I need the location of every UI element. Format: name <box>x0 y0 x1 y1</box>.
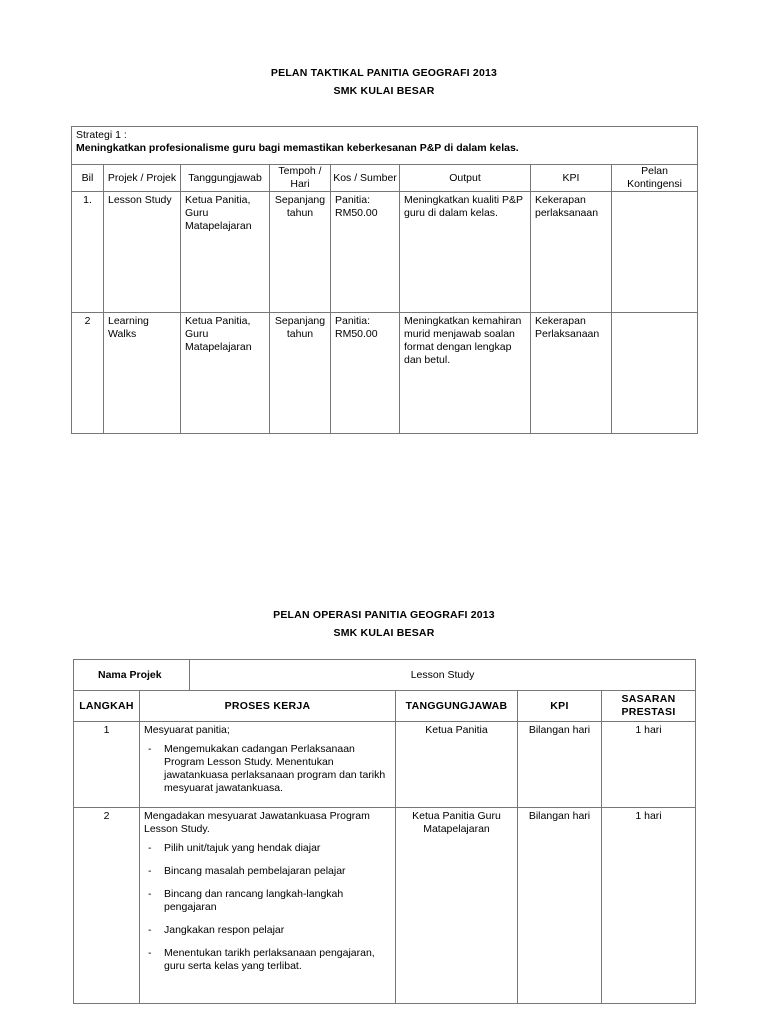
process-item: - Mengemukakan cadangan Perlaksanaan Program Lesson Study. Menentukan jawatankuasa perlaksanaan program dan tarikh mesyuarat jawatankuasa. <box>144 743 391 795</box>
cell-output: Meningkatkan kemahiran murid menjawab soalan format dengan lengkap dan betul. <box>400 313 531 434</box>
col-header-kpi: KPI <box>531 165 612 192</box>
col-header-tanggungjawab: TANGGUNGJAWAB <box>396 691 518 722</box>
cell-tanggungjawab: Ketua Panitia Guru Matapelajaran <box>396 808 518 1004</box>
cell-projek: Lesson Study <box>104 192 181 313</box>
col-header-tanggungjawab: Tanggungjawab <box>181 165 270 192</box>
cell-kpi: Kekerapan perlaksanaan <box>531 192 612 313</box>
strategy-text: Meningkatkan profesionalisme guru bagi memastikan keberkesanan P&P di dalam kelas. <box>76 142 519 154</box>
process-intro: Mengadakan mesyuarat Jawatankuasa Program Lesson Study. <box>144 810 370 835</box>
operation-plan-title: PELAN OPERASI PANITIA GEOGRAFI 2013 <box>273 609 495 621</box>
operation-header-row <box>74 691 696 722</box>
cell-kpi: Kekerapan Perlaksanaan <box>531 313 612 434</box>
process-item: - Pilih unit/tajuk yang hendak diajar <box>144 842 391 855</box>
strategy-cell <box>72 127 698 165</box>
cell-bil: 2 <box>72 313 104 434</box>
cell-projek: Learning Walks <box>104 313 181 434</box>
project-name-label: Nama Projek <box>74 660 190 691</box>
cell-pelan <box>612 313 698 434</box>
process-intro: Mesyuarat panitia; <box>144 724 230 736</box>
cell-kpi: Bilangan hari <box>518 808 602 1004</box>
cell-tanggungjawab: Ketua Panitia, Guru Matapelajaran <box>181 313 270 434</box>
cell-kos: Panitia: RM50.00 <box>331 313 400 434</box>
process-item: - Menentukan tarikh perlaksanaan pengajaran, guru serta kelas yang terlibat. <box>144 947 391 973</box>
process-item: - Bincang masalah pembelajaran pelajar <box>144 865 391 878</box>
col-header-proses-kerja: PROSES KERJA <box>140 691 396 722</box>
cell-sasaran: 1 hari <box>602 722 696 808</box>
col-header-projek: Projek / Projek <box>104 165 181 192</box>
cell-kos: Panitia: RM50.00 <box>331 192 400 313</box>
cell-tempoh: Sepanjang tahun <box>270 192 331 313</box>
col-header-kos: Kos / Sumber <box>331 165 400 192</box>
col-header-kpi: KPI <box>518 691 602 722</box>
cell-tanggungjawab: Ketua Panitia, Guru Matapelajaran <box>181 192 270 313</box>
cell-tempoh: Sepanjang tahun <box>270 313 331 434</box>
col-header-sasaran: SASARAN PRESTASI <box>602 691 696 722</box>
table-row <box>72 313 698 434</box>
process-item: - Jangkakan respon pelajar <box>144 924 391 937</box>
col-header-tempoh: Tempoh / Hari <box>270 165 331 192</box>
cell-output: Meningkatkan kualiti P&P guru di dalam kelas. <box>400 192 531 313</box>
tactical-school-name: SMK KULAI BESAR <box>333 85 435 97</box>
cell-proses-kerja <box>140 722 396 808</box>
operation-school-name: SMK KULAI BESAR <box>333 627 435 639</box>
col-header-bil: Bil <box>72 165 104 192</box>
cell-langkah: 2 <box>74 808 140 1004</box>
process-item: - Bincang dan rancang langkah-langkah pengajaran <box>144 888 391 914</box>
col-header-pelan: Pelan Kontingensi <box>612 165 698 192</box>
process-list <box>144 842 391 973</box>
cell-kpi: Bilangan hari <box>518 722 602 808</box>
cell-pelan <box>612 192 698 313</box>
tactical-plan-table <box>71 126 698 434</box>
tactical-plan-title: PELAN TAKTIKAL PANITIA GEOGRAFI 2013 <box>270 67 498 79</box>
table-row <box>74 722 696 808</box>
cell-sasaran: 1 hari <box>602 808 696 1004</box>
strategy-label: Strategi 1 : <box>76 129 127 141</box>
operation-plan-table <box>73 659 696 1004</box>
process-list <box>144 743 391 795</box>
col-header-output: Output <box>400 165 531 192</box>
cell-bil: 1. <box>72 192 104 313</box>
col-header-langkah: LANGKAH <box>74 691 140 722</box>
tactical-header-row <box>72 165 698 192</box>
cell-proses-kerja <box>140 808 396 1004</box>
table-row <box>72 192 698 313</box>
cell-tanggungjawab: Ketua Panitia <box>396 722 518 808</box>
table-row <box>74 808 696 1004</box>
cell-langkah: 1 <box>74 722 140 808</box>
project-name-value: Lesson Study <box>190 660 696 691</box>
